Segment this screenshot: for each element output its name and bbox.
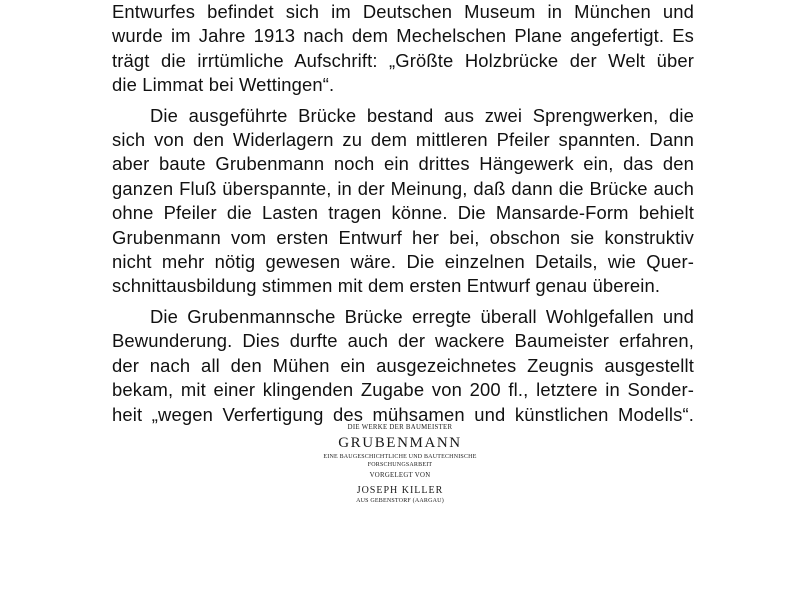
imprint-subtitle: EINE BAUGESCHICHTLICHE UND BAUTECHNISCHE xyxy=(323,454,477,460)
text-line: wurde im Jahre 1913 nach dem Mechelschen Plane angefertigt. Es xyxy=(112,25,694,47)
imprint-author: JOSEPH KILLER xyxy=(356,485,444,496)
text-line: heit „wegen Verfertigung des mühsamen und künstlichen Modells“. xyxy=(112,403,694,425)
text-line: Die Grubenmannsche Brücke erregte überall Wohlgefallen und xyxy=(150,305,694,327)
text-line: ganzen Fluß überspannte, in der Meinung, daß dann die Brücke auch xyxy=(112,177,694,199)
imprint-title: GRUBENMANN xyxy=(338,435,462,451)
text-line: ohne Pfeiler die Lasten tragen könne. Die Mansarde-Form behielt xyxy=(112,202,694,224)
imprint-presented-by: VORGELEGT VON xyxy=(369,472,431,479)
imprint-subtitle: FORSCHUNGSARBEIT xyxy=(367,461,433,468)
text-line: sich von den Widerlagern zu dem mittleren Pfeiler spannten. Dann xyxy=(112,129,694,151)
text-line: bekam, mit einer klingenden Zugabe von 200 fl., letztere in Sonder- xyxy=(112,379,694,401)
imprint-origin: AUS GEBENSTORF (AARGAU) xyxy=(356,498,444,504)
body-text xyxy=(112,0,694,427)
text-line: Bewunderung. Dies durfte auch der wackere Baumeister erfahren, xyxy=(112,330,694,352)
paragraph-3 xyxy=(112,305,694,427)
text-line: Die ausgeführte Brücke bestand aus zwei Sprengwerken, die xyxy=(150,104,694,126)
book-imprint xyxy=(290,423,510,506)
text-line: die Limmat bei Wettingen“. xyxy=(112,74,335,96)
text-line: nicht mehr nötig gewesen wäre. Die einzelnen Details, wie Quer- xyxy=(112,251,694,273)
text-line: schnittausbildung stimmen mit dem ersten Entwurf genau überein. xyxy=(112,275,661,297)
text-line: der nach all den Mühen ein ausgezeichnetes Zeugnis ausgestellt xyxy=(112,354,694,376)
text-line: trägt die irrtümliche Aufschrift: „Größte Holzbrücke der Welt über xyxy=(112,49,694,71)
paragraph-2 xyxy=(112,104,694,299)
text-line: Grubenmann vom ersten Entwurf her bei, obschon sie konstruktiv xyxy=(112,226,694,248)
imprint-series: DIE WERKE DER BAUMEISTER xyxy=(347,424,453,431)
text-line: aber baute Grubenmann noch ein drittes Hängewerk ein, das den xyxy=(112,153,694,175)
text-line: Entwurfes befindet sich im Deutschen Museum in München und xyxy=(112,1,694,22)
paragraph-1 xyxy=(112,0,694,98)
